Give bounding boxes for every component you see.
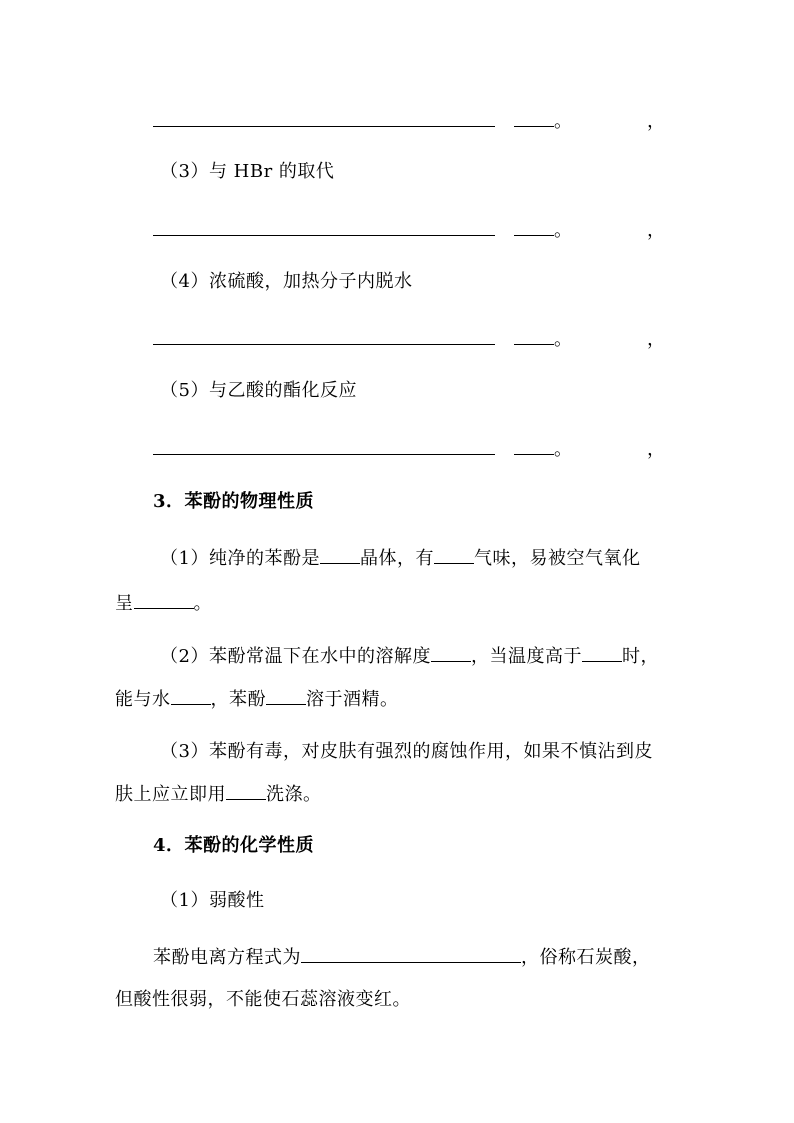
s3-p3-line1 bbox=[160, 740, 653, 764]
section-4-heading: 4．苯酚的化学性质 bbox=[153, 835, 315, 856]
comma: ， bbox=[647, 329, 665, 350]
text: 呈 bbox=[115, 593, 134, 614]
answer-blank[interactable] bbox=[434, 545, 474, 564]
answer-blank[interactable] bbox=[153, 328, 495, 345]
s4-p1-line1 bbox=[153, 944, 651, 970]
text: （3）苯酚有毒，对皮肤有强烈的腐蚀作用，如果不慎沾到皮 bbox=[160, 741, 653, 762]
text: 肤上应立即用 bbox=[115, 784, 226, 805]
answer-blank-short[interactable] bbox=[514, 219, 554, 236]
answer-blank[interactable] bbox=[582, 643, 622, 662]
answer-blank[interactable] bbox=[134, 590, 194, 609]
period: 。 bbox=[554, 220, 572, 241]
text: 能与水 bbox=[115, 689, 171, 710]
text: 苯酚电离方程式为 bbox=[153, 947, 301, 968]
comma: ， bbox=[647, 111, 665, 132]
answer-row-4 bbox=[153, 328, 665, 352]
text: 晶体，有 bbox=[359, 548, 434, 569]
comma: ， bbox=[647, 439, 665, 460]
text: 。 bbox=[193, 593, 212, 614]
answer-blank[interactable] bbox=[301, 944, 521, 963]
comma: ， bbox=[647, 220, 665, 241]
item-4-label: （4）浓硫酸，加热分子内脱水 bbox=[160, 271, 413, 292]
answer-blank-short[interactable] bbox=[514, 328, 554, 345]
period: 。 bbox=[554, 111, 572, 132]
text: 溶于酒精。 bbox=[306, 689, 399, 710]
answer-blank[interactable] bbox=[226, 781, 266, 800]
answer-blank[interactable] bbox=[266, 686, 306, 705]
answer-blank[interactable] bbox=[153, 110, 495, 127]
item-3-label: （3）与 HBr 的取代 bbox=[160, 161, 335, 182]
answer-blank-short[interactable] bbox=[514, 438, 554, 455]
answer-blank[interactable] bbox=[153, 438, 495, 455]
answer-blank[interactable] bbox=[153, 219, 495, 236]
s3-p2-line2 bbox=[115, 686, 399, 712]
text: ，苯酚 bbox=[210, 689, 266, 710]
answer-blank[interactable] bbox=[431, 643, 471, 662]
answer-blank[interactable] bbox=[171, 686, 211, 705]
text: 气味，易被空气氧化 bbox=[473, 548, 641, 569]
s3-p3-line2 bbox=[115, 781, 322, 807]
answer-row-2 bbox=[153, 110, 665, 134]
text: （2）苯酚常温下在水中的溶解度 bbox=[160, 646, 431, 667]
answer-row-5 bbox=[153, 438, 665, 462]
answer-row-3 bbox=[153, 219, 665, 243]
text: 但酸性很弱，不能使石蕊溶液变红。 bbox=[115, 989, 411, 1010]
text: ，俗称石炭酸， bbox=[521, 947, 651, 968]
s4-p1-line2 bbox=[115, 988, 411, 1012]
section-3-heading: 3．苯酚的物理性质 bbox=[153, 491, 315, 512]
s3-p1-line2 bbox=[115, 590, 212, 616]
text: （1）纯净的苯酚是 bbox=[160, 548, 320, 569]
text: ，当温度高于 bbox=[470, 646, 582, 667]
answer-blank-short[interactable] bbox=[514, 110, 554, 127]
period: 。 bbox=[554, 329, 572, 350]
s3-p1-line1 bbox=[160, 545, 640, 571]
text: 时， bbox=[621, 646, 659, 667]
period: 。 bbox=[554, 439, 572, 460]
s3-p2-line1 bbox=[160, 643, 659, 669]
answer-blank[interactable] bbox=[320, 545, 360, 564]
text: 洗涤。 bbox=[266, 784, 322, 805]
item-5-label: （5）与乙酸的酯化反应 bbox=[160, 380, 357, 401]
s4-sub1: （1）弱酸性 bbox=[160, 890, 265, 911]
